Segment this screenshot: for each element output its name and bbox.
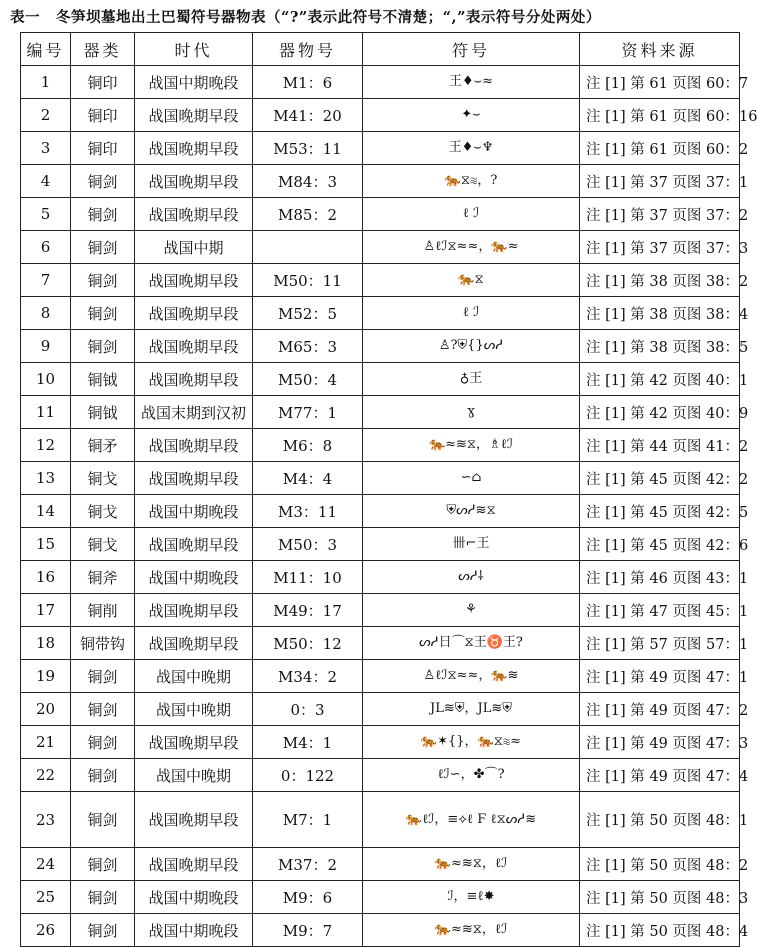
- cell-source: 注 [1] 第 49 页图 47：4: [580, 759, 740, 792]
- cell-artifact-id: M50：12: [253, 627, 363, 660]
- symbol-glyphs: ℐ，≡ℓ✸: [447, 889, 495, 904]
- symbol-glyphs: 🐅≈≋⧖，ℓℐ: [434, 922, 508, 937]
- table-row: [21, 726, 740, 759]
- table-number: 表一: [10, 9, 40, 26]
- cell-source: 注 [1] 第 46 页图 43：1: [580, 561, 740, 594]
- cell-number: 13: [21, 462, 71, 495]
- symbol-glyphs: 🐅⧖≋，?: [444, 173, 498, 188]
- cell-artifact-id: M34：2: [253, 660, 363, 693]
- table-row: [21, 660, 740, 693]
- cell-artifact-id: M84：3: [253, 165, 363, 198]
- table-row: [21, 297, 740, 330]
- cell-number: 22: [21, 759, 71, 792]
- cell-artifact-id: M41：20: [253, 99, 363, 132]
- cell-symbols: [363, 693, 580, 726]
- cell-symbols: [363, 396, 580, 429]
- cell-source: 注 [1] 第 50 页图 48：1: [580, 792, 740, 848]
- cell-artifact-id: M9：6: [253, 881, 363, 914]
- cell-artifact-id: M50：4: [253, 363, 363, 396]
- symbol-glyphs: ᔕᓱ⸸: [458, 569, 484, 584]
- cell-number: 17: [21, 594, 71, 627]
- cell-source: 注 [1] 第 38 页图 38：4: [580, 297, 740, 330]
- cell-era: 战国晚期早段: [135, 297, 253, 330]
- cell-era: 战国晚期早段: [135, 594, 253, 627]
- cell-symbols: [363, 881, 580, 914]
- cell-symbols: [363, 759, 580, 792]
- cell-source: 注 [1] 第 38 页图 38：2: [580, 264, 740, 297]
- cell-symbols: [363, 99, 580, 132]
- cell-source: 注 [1] 第 47 页图 45：1: [580, 594, 740, 627]
- cell-number: 14: [21, 495, 71, 528]
- table-row: [21, 99, 740, 132]
- cell-source: 注 [1] 第 44 页图 41：2: [580, 429, 740, 462]
- artifact-symbol-table: [20, 32, 757, 947]
- cell-era: 战国晚期早段: [135, 429, 253, 462]
- cell-era: 战国末期到汉初: [135, 396, 253, 429]
- cell-artifact-id: M85：2: [253, 198, 363, 231]
- cell-number: 7: [21, 264, 71, 297]
- cell-symbols: [363, 165, 580, 198]
- cell-symbols: [363, 330, 580, 363]
- cell-number: 16: [21, 561, 71, 594]
- table-body: [21, 66, 757, 947]
- cell-artifact-id: M4：4: [253, 462, 363, 495]
- cell-number: 8: [21, 297, 71, 330]
- cell-source: 注 [1] 第 45 页图 42：5: [580, 495, 740, 528]
- cell-artifact-id: M7：1: [253, 792, 363, 848]
- cell-artifact-id: M6：8: [253, 429, 363, 462]
- table-row: [21, 462, 740, 495]
- table-row: [21, 396, 740, 429]
- cell-number: 21: [21, 726, 71, 759]
- header-symbols: 符号: [363, 33, 580, 66]
- cell-number: 1: [21, 66, 71, 99]
- cell-artifact-id: 0：122: [253, 759, 363, 792]
- cell-number: 3: [21, 132, 71, 165]
- cell-number: 25: [21, 881, 71, 914]
- cell-type: 铜剑: [71, 264, 135, 297]
- cell-type: 铜戈: [71, 495, 135, 528]
- cell-type: 铜削: [71, 594, 135, 627]
- cell-symbols: [363, 561, 580, 594]
- table-row: [21, 881, 740, 914]
- table-row: [21, 792, 740, 848]
- cell-type: 铜印: [71, 99, 135, 132]
- table-row: [21, 66, 740, 99]
- cell-type: 铜印: [71, 66, 135, 99]
- cell-symbols: [363, 848, 580, 881]
- symbol-glyphs: ♙?⛨{}ᔕᓱ: [438, 338, 504, 353]
- table-row: [21, 429, 740, 462]
- cell-era: 战国晚期早段: [135, 792, 253, 848]
- symbol-glyphs: ɣ: [467, 404, 475, 419]
- table-row: [21, 561, 740, 594]
- table-row: [21, 693, 740, 726]
- cell-era: 战国中期晚段: [135, 561, 253, 594]
- cell-symbols: [363, 132, 580, 165]
- cell-artifact-id: M4：1: [253, 726, 363, 759]
- cell-type: 铜戈: [71, 528, 135, 561]
- cell-source: 注 [1] 第 49 页图 47：2: [580, 693, 740, 726]
- cell-type: 铜矛: [71, 429, 135, 462]
- cell-number: 10: [21, 363, 71, 396]
- cell-number: 18: [21, 627, 71, 660]
- cell-artifact-id: M1：6: [253, 66, 363, 99]
- table-row: [21, 198, 740, 231]
- cell-type: 铜印: [71, 132, 135, 165]
- cell-number: 23: [21, 792, 71, 848]
- symbol-glyphs: 🐅⧖: [458, 272, 484, 287]
- cell-number: 19: [21, 660, 71, 693]
- cell-era: 战国晚期早段: [135, 264, 253, 297]
- cell-type: 铜剑: [71, 881, 135, 914]
- cell-era: 战国中期晚段: [135, 66, 253, 99]
- cell-symbols: [363, 914, 580, 947]
- header-era: 时代: [135, 33, 253, 66]
- table-row: [21, 231, 740, 264]
- cell-type: 铜剑: [71, 231, 135, 264]
- cell-symbols: [363, 495, 580, 528]
- cell-artifact-id: M49：17: [253, 594, 363, 627]
- cell-artifact-id: M9：7: [253, 914, 363, 947]
- cell-source: 注 [1] 第 42 页图 40：1: [580, 363, 740, 396]
- cell-source: 注 [1] 第 49 页图 47：3: [580, 726, 740, 759]
- symbol-glyphs: ⛨ᔕᓱ≋⧖: [446, 503, 496, 518]
- cell-source: 注 [1] 第 38 页图 38：5: [580, 330, 740, 363]
- cell-source: 注 [1] 第 50 页图 48：3: [580, 881, 740, 914]
- cell-artifact-id: M77：1: [253, 396, 363, 429]
- cell-number: 6: [21, 231, 71, 264]
- cell-symbols: [363, 297, 580, 330]
- cell-artifact-id: M50：11: [253, 264, 363, 297]
- cell-era: 战国中晚期: [135, 693, 253, 726]
- cell-type: 铜剑: [71, 297, 135, 330]
- cell-artifact-id: M65：3: [253, 330, 363, 363]
- cell-symbols: [363, 264, 580, 297]
- symbol-glyphs: ⚘: [465, 602, 477, 617]
- cell-era: 战国晚期早段: [135, 627, 253, 660]
- symbol-glyphs: 卌⌐王: [452, 536, 490, 551]
- cell-era: 战国晚期早段: [135, 528, 253, 561]
- table-row: [21, 848, 740, 881]
- symbol-glyphs: 🐅✶{}，🐅⧖≋≈: [420, 734, 522, 749]
- cell-source: 注 [1] 第 50 页图 48：4: [580, 914, 740, 947]
- cell-number: 2: [21, 99, 71, 132]
- cell-symbols: [363, 198, 580, 231]
- cell-type: 铜剑: [71, 914, 135, 947]
- cell-source: 注 [1] 第 45 页图 42：6: [580, 528, 740, 561]
- cell-type: 铜剑: [71, 792, 135, 848]
- cell-symbols: [363, 792, 580, 848]
- cell-era: 战国中期晚段: [135, 495, 253, 528]
- cell-number: 24: [21, 848, 71, 881]
- table-caption: [0, 0, 752, 30]
- cell-source: 注 [1] 第 37 页图 37：3: [580, 231, 740, 264]
- cell-type: 铜剑: [71, 198, 135, 231]
- cell-era: 战国晚期早段: [135, 198, 253, 231]
- table-row: [21, 165, 740, 198]
- cell-era: 战国中晚期: [135, 759, 253, 792]
- cell-artifact-id: M37：2: [253, 848, 363, 881]
- table-row: [21, 330, 740, 363]
- cell-type: 铜剑: [71, 693, 135, 726]
- symbol-glyphs: 🐅≈≋⧖，ℓℐ: [434, 856, 508, 871]
- cell-symbols: [363, 363, 580, 396]
- table-row: [21, 914, 740, 947]
- cell-artifact-id: M52：5: [253, 297, 363, 330]
- table-row: [21, 594, 740, 627]
- table-title: 冬笋坝墓地出土巴蜀符号器物表（“?”表示此符号不清楚；“,”表示符号分处两处）: [56, 9, 601, 26]
- cell-symbols: [363, 660, 580, 693]
- cell-type: 铜钺: [71, 396, 135, 429]
- cell-artifact-id: M11：10: [253, 561, 363, 594]
- cell-type: 铜剑: [71, 330, 135, 363]
- cell-number: 9: [21, 330, 71, 363]
- cell-symbols: [363, 528, 580, 561]
- cell-era: 战国晚期早段: [135, 330, 253, 363]
- cell-artifact-id: M53：11: [253, 132, 363, 165]
- cell-symbols: [363, 627, 580, 660]
- table-row: [21, 627, 740, 660]
- symbol-glyphs: ᔕᓱ日⌒⧖王♉王?: [419, 635, 523, 650]
- symbol-glyphs: 🐅≈≋⧖，♗ℓℐ: [428, 437, 514, 452]
- cell-type: 铜戈: [71, 462, 135, 495]
- table-row: [21, 363, 740, 396]
- cell-symbols: [363, 462, 580, 495]
- cell-number: 11: [21, 396, 71, 429]
- cell-source: 注 [1] 第 61 页图 60：16: [580, 99, 740, 132]
- cell-symbols: [363, 429, 580, 462]
- cell-symbols: [363, 231, 580, 264]
- cell-type: 铜带钩: [71, 627, 135, 660]
- cell-source: 注 [1] 第 37 页图 37：2: [580, 198, 740, 231]
- cell-era: 战国中晚期: [135, 660, 253, 693]
- symbol-glyphs: ℓ ℐ: [462, 305, 480, 320]
- cell-era: 战国晚期早段: [135, 99, 253, 132]
- cell-era: 战国晚期早段: [135, 726, 253, 759]
- cell-era: 战国中期: [135, 231, 253, 264]
- cell-type: 铜剑: [71, 759, 135, 792]
- cell-source: 注 [1] 第 49 页图 47：1: [580, 660, 740, 693]
- cell-era: 战国晚期早段: [135, 132, 253, 165]
- table-row: [21, 495, 740, 528]
- cell-number: 15: [21, 528, 71, 561]
- header-source: 资料来源: [580, 33, 740, 66]
- symbol-glyphs: ♙ℓℐ⧖≈≈，🐅≋: [423, 668, 519, 683]
- cell-era: 战国晚期早段: [135, 462, 253, 495]
- header-type: 器类: [71, 33, 135, 66]
- cell-symbols: [363, 726, 580, 759]
- cell-source: 注 [1] 第 61 页图 60：2: [580, 132, 740, 165]
- cell-source: 注 [1] 第 61 页图 60：7: [580, 66, 740, 99]
- cell-era: 战国晚期早段: [135, 848, 253, 881]
- cell-source: 注 [1] 第 45 页图 42：2: [580, 462, 740, 495]
- table-row: [21, 759, 740, 792]
- symbol-glyphs: 🐅ℓℐ，: [405, 811, 448, 827]
- header-artifact-id: 器物号: [253, 33, 363, 66]
- cell-source: 注 [1] 第 57 页图 57：1: [580, 627, 740, 660]
- symbol-glyphs: 王♦︎⌣♆: [448, 140, 494, 155]
- cell-artifact-id: M3：11: [253, 495, 363, 528]
- cell-number: 5: [21, 198, 71, 231]
- cell-artifact-id: M50：3: [253, 528, 363, 561]
- cell-era: 战国中期晚段: [135, 881, 253, 914]
- cell-era: 战国晚期早段: [135, 363, 253, 396]
- cell-number: 20: [21, 693, 71, 726]
- cell-era: 战国中期晚段: [135, 914, 253, 947]
- cell-source: 注 [1] 第 37 页图 37：1: [580, 165, 740, 198]
- cell-artifact-id: [253, 231, 363, 264]
- symbol-glyphs: ✦⌣: [461, 107, 481, 122]
- symbol-glyphs: JL≋⛨，JL≋⛨: [430, 701, 512, 716]
- cell-number: 4: [21, 165, 71, 198]
- cell-number: 26: [21, 914, 71, 947]
- cell-artifact-id: 0：3: [253, 693, 363, 726]
- cell-source: 注 [1] 第 50 页图 48：2: [580, 848, 740, 881]
- symbol-glyphs: ∽⌂: [460, 470, 482, 485]
- symbol-glyphs: ♙ℓℐ⧖≈≈，🐅≈: [423, 239, 519, 254]
- cell-type: 铜剑: [71, 848, 135, 881]
- symbol-glyphs: ≡⟡ℓ Ϝ ℓ⧖ᔕᓱ≋: [447, 811, 537, 827]
- table-row: [21, 528, 740, 561]
- symbol-glyphs: ℓ ℐ: [462, 206, 480, 221]
- table-row: [21, 132, 740, 165]
- cell-symbols: [363, 66, 580, 99]
- symbol-glyphs: 王♦︎⌣≈: [448, 74, 494, 89]
- cell-symbols: [363, 594, 580, 627]
- symbol-glyphs: ℓℐ∽，✤⌒?: [437, 767, 505, 782]
- cell-era: 战国晚期早段: [135, 165, 253, 198]
- cell-type: 铜斧: [71, 561, 135, 594]
- cell-source: 注 [1] 第 42 页图 40：9: [580, 396, 740, 429]
- header-number: 编号: [21, 33, 71, 66]
- cell-type: 铜剑: [71, 726, 135, 759]
- symbol-glyphs: ♁王: [459, 371, 483, 386]
- cell-type: 铜剑: [71, 165, 135, 198]
- cell-type: 铜钺: [71, 363, 135, 396]
- cell-type: 铜剑: [71, 660, 135, 693]
- table-row: [21, 264, 740, 297]
- header-row: [21, 33, 740, 66]
- cell-number: 12: [21, 429, 71, 462]
